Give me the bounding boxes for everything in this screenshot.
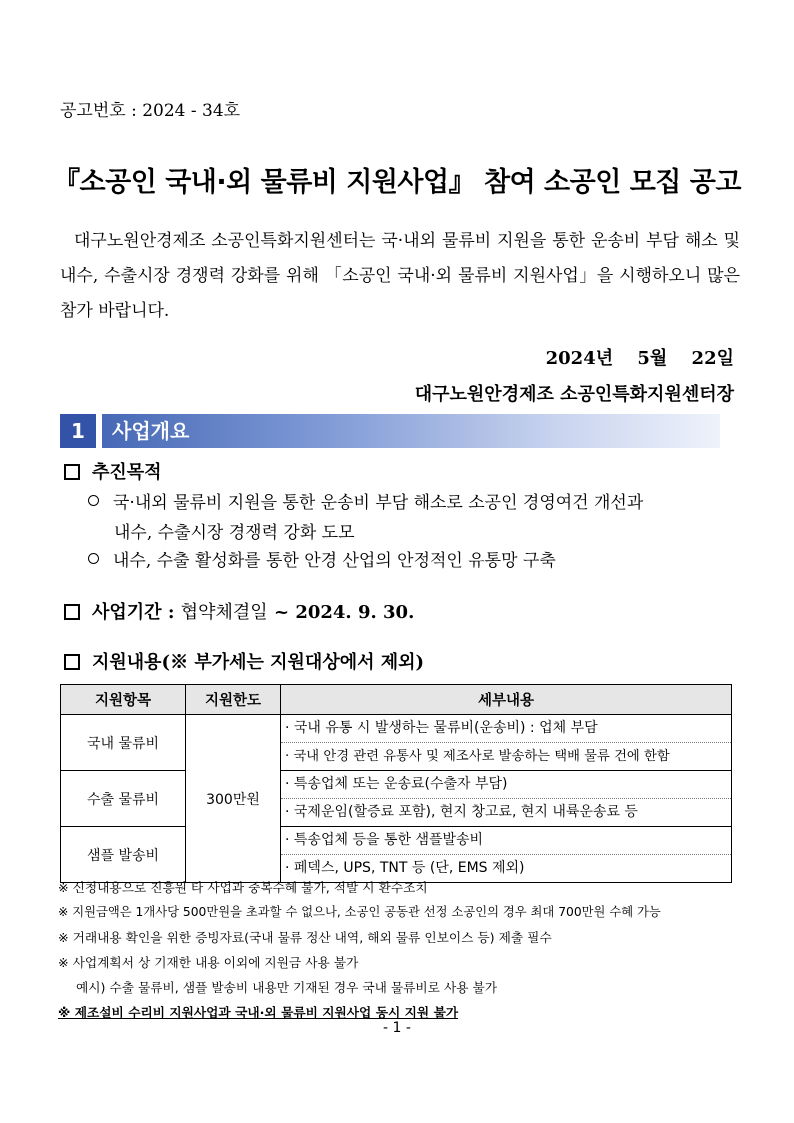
period-label: 사업기간 :	[92, 602, 175, 623]
circle-bullet-icon	[88, 553, 99, 564]
page-number: - 1 -	[383, 1020, 411, 1036]
table-header-item: 지원항목	[61, 685, 186, 715]
purpose-bullet-1-line2: 내수, 수출시장 경쟁력 강화 도모	[114, 523, 355, 543]
period-heading	[64, 598, 414, 624]
detail-line: · 특송업체 또는 운송료(수출자 부담)	[285, 776, 508, 792]
support-table	[60, 684, 732, 883]
note-example: 예시) 수출 물류비, 샘플 발송비 내용만 기재된 경우 국내 물류비로 사용 불가	[76, 980, 498, 995]
period-end: ~ 2024. 9. 30.	[273, 602, 415, 623]
checkbox-square-icon	[64, 654, 80, 670]
support-heading-label: 지원내용(※ 부가세는 지원대상에서 제외)	[92, 652, 425, 673]
detail-line: · 특송업체 등을 통한 샘플발송비	[285, 832, 484, 848]
table-cell-item: 샘플 발송비	[61, 827, 186, 883]
table-row	[61, 715, 732, 771]
section-title: 사업개요	[112, 419, 190, 443]
table-cell-detail	[281, 715, 732, 771]
note-bold-warning: ※ 제조설비 수리비 지원사업과 국내·외 물류비 지원사업 동시 지원 불가	[58, 1005, 459, 1020]
detail-line: · 국내 안경 관련 유통사 및 제조사로 발송하는 택배 물류 건에 한함	[281, 742, 731, 770]
table-cell-detail	[281, 827, 732, 883]
announcement-number: 공고번호 : 2024 - 34호	[60, 101, 241, 121]
checkbox-square-icon	[64, 604, 80, 620]
detail-line: · 국내 유통 시 발생하는 물류비(운송비) : 업체 부담	[285, 720, 598, 736]
checkbox-square-icon	[64, 464, 80, 480]
section-number: 1	[60, 414, 96, 448]
purpose-heading-label: 추진목적	[92, 462, 162, 483]
table-header-detail: 세부내용	[281, 685, 732, 715]
intro-paragraph: 대구노원안경제조 소공인특화지원센터는 국·내외 물류비 지원을 통한 운송비 부담 해소 및 내수, 수출시장 경쟁력 강화를 위해 「소공인 국내·외 물류비 지원사업」을 시행하오니 많은 참가 바랍니다.	[60, 231, 740, 321]
table-row	[61, 827, 732, 883]
purpose-bullet-1	[88, 488, 740, 548]
period-start: 협약체결일	[180, 602, 268, 623]
note-item: ※ 거래내용 확인을 위한 증빙자료(국내 물류 정산 내역, 해외 물류 인보이스 등) 제출 필수	[58, 930, 552, 945]
note-item: ※ 신청내용으로 진흥원 타 사업과 중복수혜 불가, 적발 시 환수조치	[58, 880, 428, 895]
note-item: ※ 사업계획서 상 기재한 내용 이외에 지원금 사용 불가	[58, 955, 359, 970]
detail-line: · 국제운임(할증료 포함), 현지 창고료, 현지 내륙운송료 등	[281, 798, 731, 826]
circle-bullet-icon	[88, 495, 99, 506]
support-heading	[64, 648, 424, 674]
table-cell-item: 수출 물류비	[61, 771, 186, 827]
table-row	[61, 771, 732, 827]
purpose-bullet-1-line1: 국·내외 물류비 지원을 통한 운송비 부담 해소로 소공인 경영여건 개선과	[113, 493, 644, 513]
page-title: 『소공인 국내·외 물류비 지원사업』 참여 소공인 모집 공고	[53, 167, 741, 198]
table-header-limit: 지원한도	[186, 685, 281, 715]
note-item: ※ 지원금액은 1개사당 500만원을 초과할 수 없으나, 소공인 공동관 선정 소공인의 경우 최대 700만원 수혜 가능	[58, 905, 661, 919]
announcement-date: 2024년 5월 22일	[545, 348, 734, 369]
table-cell-detail	[281, 771, 732, 827]
table-cell-limit: 300만원	[186, 715, 281, 883]
table-header-row	[61, 685, 732, 715]
purpose-heading	[64, 458, 162, 484]
purpose-bullet-2	[88, 546, 740, 576]
organization-name: 대구노원안경제조 소공인특화지원센터장	[414, 384, 734, 405]
section-divider	[96, 414, 102, 448]
table-cell-item: 국내 물류비	[61, 715, 186, 771]
detail-line: · 페덱스, UPS, TNT 등 (단, EMS 제외)	[281, 854, 731, 882]
purpose-bullet-2-line1: 내수, 수출 활성화를 통한 안경 산업의 안정적인 유통망 구축	[113, 551, 556, 571]
